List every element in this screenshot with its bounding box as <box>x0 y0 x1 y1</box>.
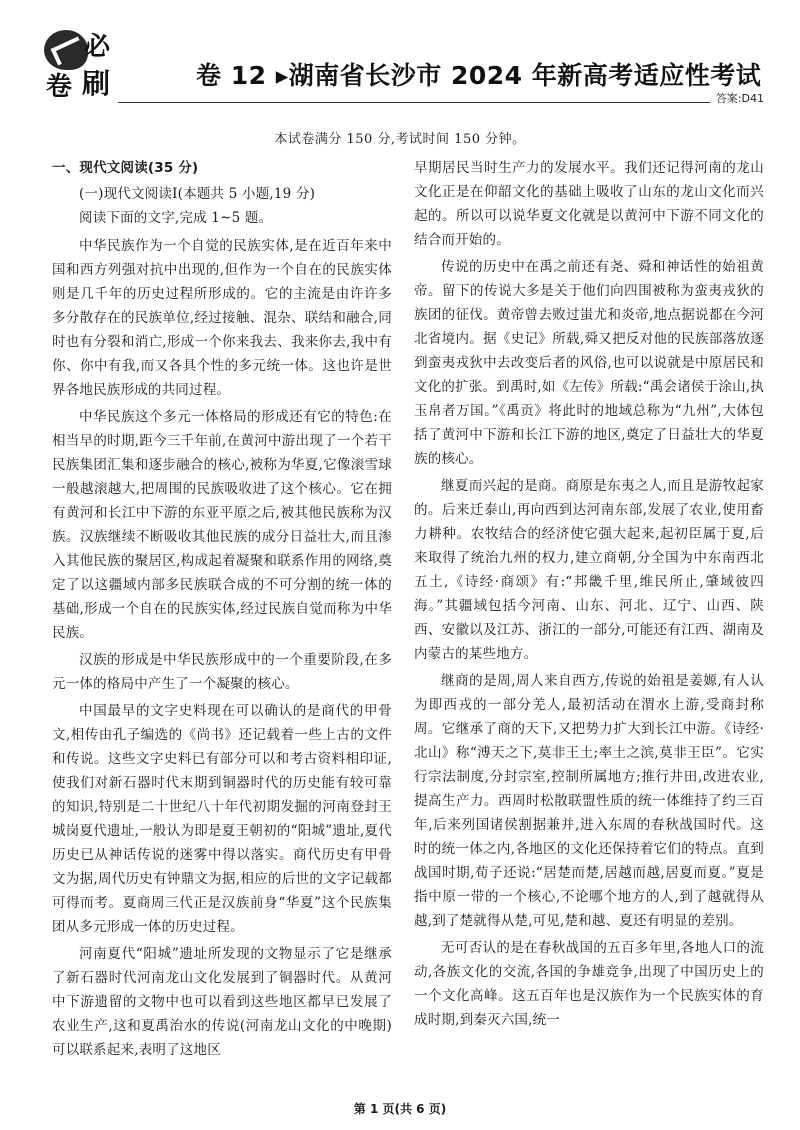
passage-paragraph: 中国最早的文字史料现在可以确认的是商代的甲骨文,相传由孔子编选的《尚书》还记载着一些上古的文件和传说。这些文字史料已有部分可以和考古资料相印证,使我们对新石器时代末期到铜器时代的历史能有较可靠的知识,特别是二十世纪八十年代初期发掘的河南登封王城岗夏代遗址,一般认为即是夏王朝初的“阳城”遗址,夏代历史已从神话传说的迷雾中得以落实。商代历史有甲骨文为据,周代历史有钟鼎文为据,相应的后世的文字记载都可得而考。夏商周三代正是汉族前身“华夏”这个民族集团从多元形成一体的历史过程。 <box>52 703 392 935</box>
passage-paragraph: 传说的历史中在禹之前还有尧、舜和神话性的始祖黄帝。留下的传说大多是关于他们向四围被称为蛮夷戎狄的族团的征伐。黄帝曾去败过蚩尤和炎帝,地点据说都在今河北省境内。据《史记》所载,舜又把反对他的民族部落放逐到蛮夷戎狄中去改变后者的风俗,也可以说就是中原居民和文化的扩张。到禹时,如《左传》所载:“禹会诸侯于涂山,执玉帛者万国。”《禹贡》将此时的地域总称为“九州”,大体包括了黄河中下游和长江下游的地区,奠定了日益壮大的华夏族的核心。 <box>414 259 764 467</box>
passage-paragraph: 中华民族作为一个自觉的民族实体,是在近百年来中国和西方列强对抗中出现的,但作为一个自在的民族实体则是几千年的历史过程所形成的。它的主流是由许许多多分散存在的民族单位,经过接触、混杂、联结和融合,同时也有分裂和消亡,形成一个你来我去、我来你去,我中有你、你中有我,而又各具个性的多元统一体。这也许是世界各地民族形成的共同过程。 <box>52 238 392 398</box>
logo-char-shua: 刷 <box>82 67 111 100</box>
passage-paragraph: 继商的是周,周人来自西方,传说的始祖是姜嫄,有人认为即西戎的一部分羌人,最初活动在渭水上游,受商封称周。它继承了商的天下,又把势力扩大到长江中游。《诗经·北山》称“溥天之下,莫非王土;率土之滨,莫非王臣”。它实行宗法制度,分封宗室,控制所属地方;推行井田,改进农业,提高生产力。西周时松散联盟性质的统一体维持了约三百年,后来列国诸侯割据兼并,进入东周的春秋战国时代。这时的统一体之内,各地区的文化还保持着它们的特点。直到战国时期,荀子还说:“居楚而楚,居越而越,居夏而夏。”夏是指中原一带的一个核心,不论哪个地方的人,到了越就得从越,到了楚就得从楚,可见,楚和越、夏还有明显的差别。 <box>414 673 764 929</box>
reading-instruction: 阅读下面的文字,完成 1~5 题。 <box>79 210 273 226</box>
right-column <box>414 156 764 1035</box>
passage-paragraph: 继夏而兴起的是商。商原是东夷之人,而且是游牧起家的。后来迁泰山,再向西到达河南东部,发展了农业,使用畜力耕种。农牧结合的经济使它强大起来,起初臣属于夏,后来取得了统治九州的权力,建立商朝,分全国为中东南西北五土,《诗经·商颂》有:“邦畿千里,维民所止,肇域彼四海。”其疆域包括今河南、山东、河北、辽宁、山西、陕西、安徽以及江苏、浙江的一部分,可能还有江西、湖南及内蒙古的某些地方。 <box>414 478 764 662</box>
subsection-heading: (一)现代文阅读Ⅰ(本题共 5 小题,19 分) <box>79 186 316 202</box>
passage-paragraph: 早期居民当时生产力的发展水平。我们还记得河南的龙山文化正是在仰韶文化的基础上吸收了山东的龙山文化而兴起的。所以可以说华夏文化就是以黄河中下游不同文化的结合而开始的。 <box>414 160 764 248</box>
passage-paragraph: 无可否认的是在春秋战国的五百多年里,各地人口的流动,各族文化的交流,各国的争雄竞争,出现了中国历史上的一个文化高峰。这五百年也是汉族作为一个民族实体的育成时期,到秦灭六国,统一 <box>414 940 764 1028</box>
logo-char-bi: 必 <box>84 32 111 62</box>
logo-char-juan: 卷 <box>46 72 73 102</box>
left-column <box>52 156 392 1065</box>
answer-code: 答案:D41 <box>710 90 764 106</box>
brand-logo <box>44 30 114 104</box>
title-divider <box>118 102 764 103</box>
passage-paragraph: 中华民族这个多元一体格局的形成还有它的特色:在相当早的时期,距今三千年前,在黄河中游出现了一个若干民族集团汇集和逐步融合的核心,被称为华夏,它像滚雪球一般越滚越大,把周围的民族吸收进了这个核心。它在拥有黄河和长江中下游的东亚平原之后,被其他民族称为汉族。汉族继续不断吸收其他民族的成分日益壮大,而且渗入其他民族的聚居区,构成起着凝聚和联系作用的网络,奠定了以这疆域内部多民族联合成的不可分割的统一体的基础,形成一个自在的民族实体,经过民族自觉而称为中华民族。 <box>52 409 392 641</box>
passage-paragraph: 河南夏代“阳城”遗址所发现的文物显示了它是继承了新石器时代河南龙山文化发展到了铜器时代。从黄河中下游遗留的文物中也可以看到这些地区都早已发展了农业生产,这和夏禹治水的传说(河南龙山文化的中晚期)可以联系起来,表明了这地区 <box>52 946 392 1058</box>
exam-note: 本试卷满分 150 分,考试时间 150 分钟。 <box>274 132 526 147</box>
page-number: 第 1 页(共 6 页) <box>353 1102 447 1116</box>
passage-paragraph: 汉族的形成是中华民族形成中的一个重要阶段,在多元一体的格局中产生了一个凝聚的核心。 <box>52 652 392 692</box>
section-heading: 一、现代文阅读(35 分) <box>52 160 199 176</box>
exam-title: 卷 12 ▸湖南省长沙市 2024 年新高考适应性考试 <box>196 61 762 90</box>
logo-emblem-icon <box>44 30 88 70</box>
